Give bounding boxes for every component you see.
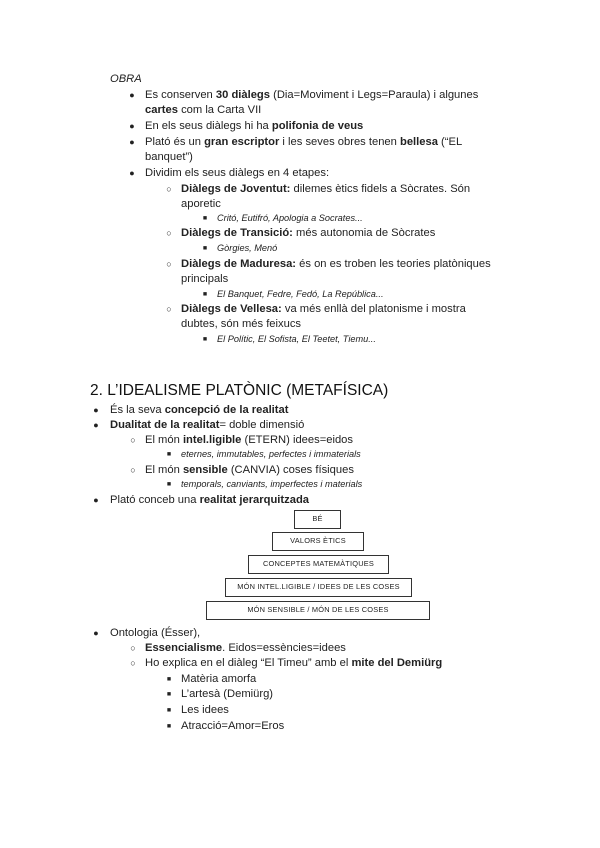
bullet-circle: ○ xyxy=(130,658,136,668)
obra-bullet-4: Dividim els seus diàlegs en 4 etapes: xyxy=(145,167,330,179)
bullet-dot: ● xyxy=(129,121,135,131)
bullet-square: ■ xyxy=(166,451,172,458)
world-intelligible-traits: eternes, immutables, perfectes i immaterials xyxy=(181,449,361,459)
stage-maduresa-examples: El Banquet, Fedre, Fedó, La República... xyxy=(217,289,384,299)
myth-element-4: Atracció=Amor=Eros xyxy=(181,720,285,732)
bullet-square: ■ xyxy=(166,723,172,730)
world-intelligible: El món intel.ligible (ETERN) idees=eidos xyxy=(145,434,353,446)
ontology-bullet: Ontologia (Ésser), xyxy=(110,627,201,639)
obra-bullet-1: Es conserven 30 diàlegs (Dia=Moviment i Legs=Paraula) i algunes xyxy=(145,89,479,101)
bullet-circle: ○ xyxy=(130,643,136,653)
stage-joventut: Diàlegs de Joventut: dilemes ètics fidels a Sòcrates. Són xyxy=(181,183,471,195)
bullet-dot: ● xyxy=(93,405,99,415)
bullet-circle: ○ xyxy=(166,184,172,194)
stage-vellesa-cont: dubtes, són més feixucs xyxy=(181,318,302,330)
bullet-circle: ○ xyxy=(166,259,172,269)
bullet-dot: ● xyxy=(129,168,135,178)
bullet-square: ■ xyxy=(202,245,208,252)
pyramid-level-sensible-world: MÓN SENSIBLE / MÓN DE LES COSES xyxy=(206,601,430,620)
essentialism: Essencialisme. Eidos=essències=idees xyxy=(145,642,346,654)
obra-bullet-3-cont: banquet”) xyxy=(145,151,193,163)
obra-bullet-2: En els seus diàlegs hi ha polifonia de veus xyxy=(145,120,364,132)
myth-element-1: Matèria amorfa xyxy=(181,673,257,685)
idealism-bullet-2: Dualitat de la realitat= doble dimensió xyxy=(110,419,305,431)
bullet-square: ■ xyxy=(202,291,208,298)
world-sensible-traits: temporals, canviants, imperfectes i materials xyxy=(181,479,363,489)
stage-maduresa: Diàlegs de Maduresa: és on es troben les teories platòniques xyxy=(181,258,491,270)
section-heading: 2. L’IDEALISME PLATÒNIC (METAFÍSICA) xyxy=(90,382,389,399)
bullet-square: ■ xyxy=(202,215,208,222)
bullet-circle: ○ xyxy=(166,304,172,314)
bullet-dot: ● xyxy=(93,628,99,638)
idealism-bullet-1: És la seva concepció de la realitat xyxy=(110,404,289,416)
bullet-dot: ● xyxy=(93,420,99,430)
bullet-circle: ○ xyxy=(130,435,136,445)
stage-joventut-cont: aporetic xyxy=(181,198,221,210)
stage-joventut-examples: Critó, Eutifró, Apologia a Socrates... xyxy=(217,213,363,223)
bullet-dot: ● xyxy=(129,90,135,100)
world-sensible: El món sensible (CANVIA) coses físiques xyxy=(145,464,354,476)
pyramid-level-math-concepts: CONCEPTES MATEMÀTIQUES xyxy=(248,555,389,574)
pyramid-level-intelligible-world: MÓN INTEL.LIGIBLE / IDEES DE LES COSES xyxy=(225,578,412,597)
stage-transicio-examples: Gòrgies, Menó xyxy=(217,243,278,253)
idealism-bullet-3: Plató conceb una realitat jerarquitzada xyxy=(110,494,310,506)
obra-heading: OBRA xyxy=(110,73,142,85)
pyramid-level-good: BÉ xyxy=(294,510,341,529)
pyramid-level-ethical-values: VALORS ÈTICS xyxy=(272,532,364,551)
bullet-square: ■ xyxy=(166,481,172,488)
obra-bullet-1-cont: cartes com la Carta VII xyxy=(145,104,262,116)
bullet-square: ■ xyxy=(166,676,172,683)
bullet-square: ■ xyxy=(166,691,172,698)
obra-bullet-3: Plató és un gran escriptor i les seves obres tenen bellesa (“EL xyxy=(145,136,463,148)
stage-vellesa: Diàlegs de Vellesa: va més enllà del platonisme i mostra xyxy=(181,303,466,315)
stage-transicio: Diàlegs de Transició: més autonomia de Sòcrates xyxy=(181,227,436,239)
bullet-circle: ○ xyxy=(130,465,136,475)
bullet-square: ■ xyxy=(166,707,172,714)
timeu-myth: Ho explica en el diàleg “El Timeu” amb el mite del Demiürg xyxy=(145,657,443,669)
bullet-circle: ○ xyxy=(166,228,172,238)
bullet-dot: ● xyxy=(93,495,99,505)
bullet-square: ■ xyxy=(202,336,208,343)
stage-vellesa-examples: El Polític, El Sofista, El Teetet, Tiemu... xyxy=(217,334,376,344)
myth-element-3: Les idees xyxy=(181,704,229,716)
myth-element-2: L’artesà (Demiürg) xyxy=(181,688,274,700)
bullet-dot: ● xyxy=(129,137,135,147)
stage-maduresa-cont: principals xyxy=(181,273,229,285)
